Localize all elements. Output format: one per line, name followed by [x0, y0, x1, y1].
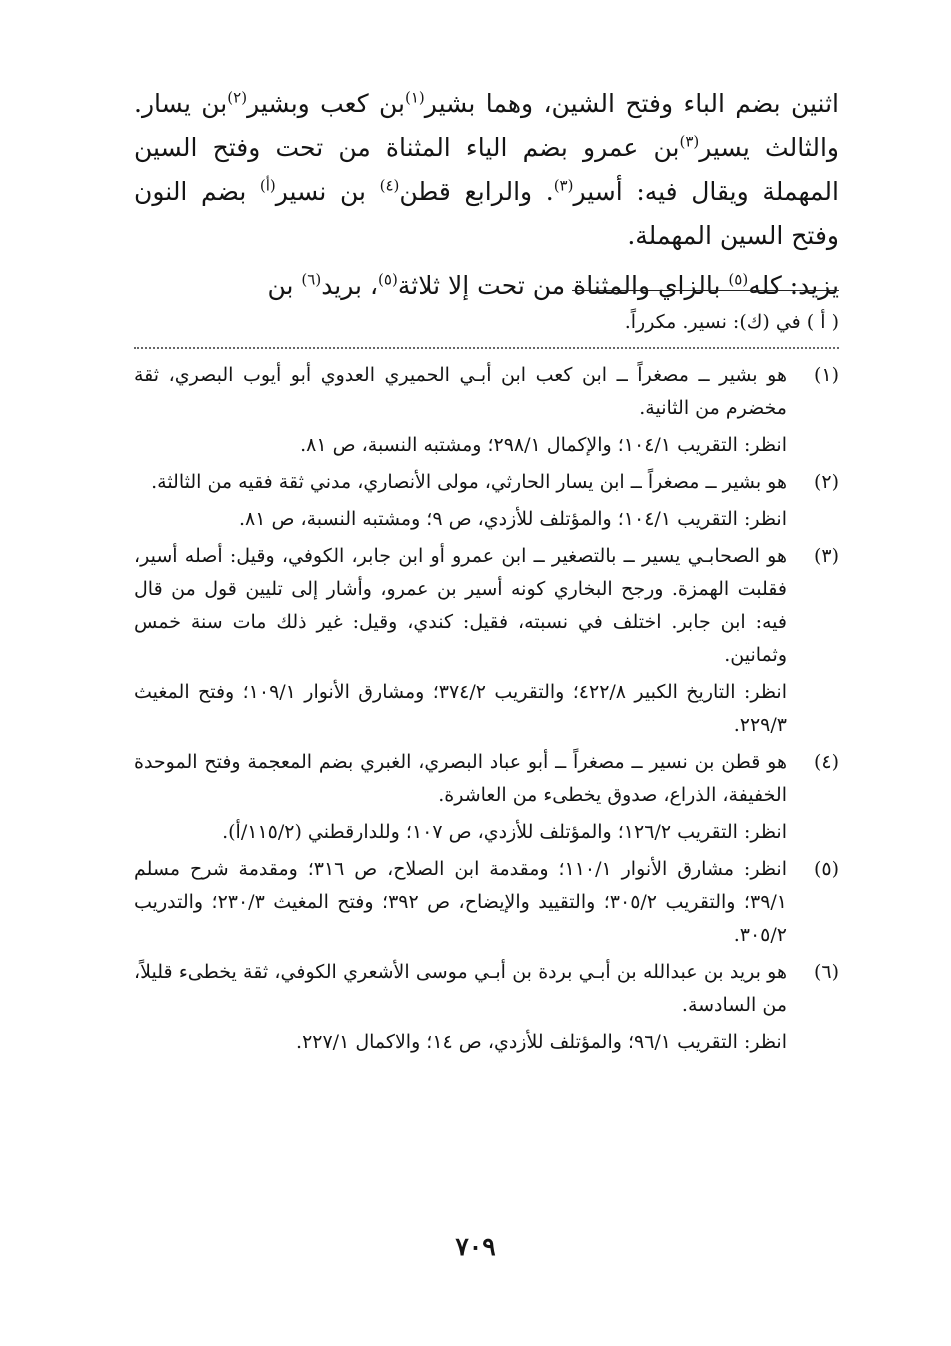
text-run: يزيد: كله [748, 271, 839, 300]
page-number: ٧٠٩ [455, 1232, 496, 1261]
footnote-text: هو بشير ــ مصغراً ــ ابن كعب ابن أبـي الحميري العدوي أبو أيوب البصري، ثقة مخضرم من الثانية. [134, 364, 787, 419]
footnote-item [134, 956, 839, 1059]
footnote-ref: (٥) [728, 270, 749, 289]
footnote-reference: انظر: التقريب ١٠٤/١؛ والمؤتلف للأزدي، ص ٩؛ ومشتبه النسبة، ص ٨١. [238, 508, 787, 530]
footnote-text: هو الصحابـي يسير ــ بالتصغير ــ ابن عمرو أو ابن جابر، الكوفي، وقيل: أصله أسير، فقلبت الهمزة. ورجح البخاري كونه أسير بن عمرو، وأشار إلى تليين قول من قال فيه: ابن جابر. اختلف في نسبته، فقيل: كندي، وقيل: غير ذلك مات سنة خمس وثمانين. [134, 545, 787, 666]
main-text [134, 82, 839, 308]
footnote-text: انظر: مشارق الأنوار ١١٠/١؛ ومقدمة ابن الصلاح، ص ٣١٦؛ ومقدمة شرح مسلم ٣٩/١؛ والتقريب ٣٠٥/٢؛ والتقييد والإيضاح، ص ٣٩٢؛ وفتح المغيث ٢٣٠/٣؛ والتدريب ٣٠٥/٢. [134, 858, 788, 946]
footnote-reference: انظر: التقريب ١٠٤/١؛ والإكمال ٢٩٨/١؛ ومشتبه النسبة، ص ٨١. [300, 434, 787, 456]
footnote-text: هو بريد بن عبدالله بن أبـي بردة بن أبـي موسى الأشعري الكوفي، ثقة يخطىء قليلاً، من السادسة. [134, 961, 787, 1016]
footnote-ref: (١) [405, 88, 425, 107]
footnote-ref: (أ) [259, 176, 276, 195]
footnote-reference: انظر: التقريب ٩٦/١؛ والمؤتلف للأزدي، ص ١٤؛ والاكمال ٢٢٧/١. [296, 1031, 787, 1053]
main-paragraph [134, 82, 839, 258]
footnote-ref: (٣) [679, 132, 700, 151]
variant-note: ( أ ) في (ك): نسير. مكرراً. [624, 311, 839, 333]
footnote-item [134, 853, 839, 952]
footnote-ref: (٢) [227, 88, 248, 107]
dotted-divider [134, 347, 839, 349]
footnotes [134, 306, 839, 1063]
footnote-item [134, 540, 839, 742]
text-run: بن كعب وبشير [247, 89, 405, 118]
footnote-text: هو قطن بن نسير ــ مصغراً ــ أبو عباد البصري، الغبري بضم المعجمة وفتح الموحدة الخفيفة، الذراع، صدوق يخطىء من العاشرة. [134, 751, 787, 806]
text-run: ، بريد [321, 271, 379, 300]
text-run: . والرابع قطن [399, 177, 554, 206]
footnote-item [134, 746, 839, 849]
footnote-number: (٥) [813, 858, 839, 880]
text-run: بن [267, 271, 302, 300]
text-run: بن يسار. والثالث يسير [134, 89, 839, 162]
text-run: بضم النون وفتح السين المهملة. [134, 177, 839, 250]
footnote-number: (٦) [813, 961, 839, 983]
footnote-number: (٣) [813, 545, 839, 567]
footnote-separator [572, 290, 839, 291]
footnote-ref: (٦) [301, 270, 322, 289]
footnote-ref: (٣) [553, 176, 574, 195]
footnote-item [134, 466, 839, 536]
footnote-ref: (٥) [378, 270, 398, 289]
footnote-number: (٢) [813, 471, 839, 493]
footnote-number: (١) [813, 364, 839, 386]
text-run: اثنين بضم الباء وفتح الشين، وهما بشير [424, 89, 839, 118]
main-paragraph [134, 264, 839, 308]
footnote-reference: انظر: التقريب ١٢٦/٢؛ والمؤتلف للأزدي، ص ١٠٧؛ وللدارقطني (١١٥/٢/أ). [222, 821, 787, 843]
footnote-ref: (٤) [379, 176, 400, 195]
footnote-item [134, 359, 839, 462]
footnote-reference: انظر: التاريخ الكبير ٤٢٢/٨؛ والتقريب ٣٧٤/٢؛ ومشارق الأنوار ١٠٩/١؛ وفتح المغيث ٢٢٩/٣. [134, 681, 787, 736]
text-run: بالزاي والمثناة من تحت إلا ثلاثة [397, 271, 729, 300]
footnote-number: (٤) [813, 751, 839, 773]
text-run: بن عمرو بضم الياء المثناة من تحت وفتح السين المهملة ويقال فيه: أسير [134, 133, 839, 206]
text-run: بن نسير [275, 177, 380, 206]
footnote-text: هو بشير ــ مصغراً ــ ابن يسار الحارثي، مولى الأنصاري، مدني ثقة فقيه من الثالثة. [151, 471, 787, 493]
